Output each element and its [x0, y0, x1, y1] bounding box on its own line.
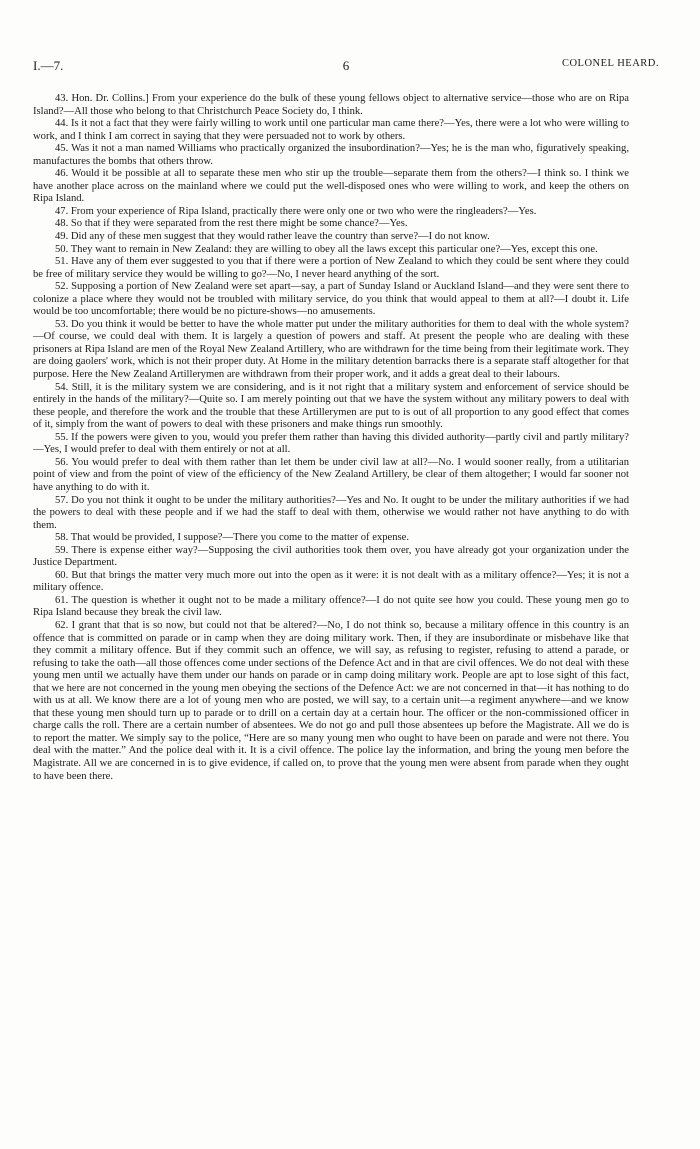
question-paragraph-51: 51. Have any of them ever suggested to you that if there were a portion of New Zealand to which they could be sent where they could be free of military service they would be willing to go?—No, I never heard anything of the sort. — [33, 256, 629, 280]
question-paragraph-61: 61. The question is whether it ought not to be made a military offence?—I do not quite see how you could. These young men go to Ripa Island because they break the civil law. — [33, 594, 629, 619]
question-paragraph-60: 60. But that brings the matter very much more out into the open as it were: it is not dealt with as a military offence?—Yes; it is not a military offence. — [33, 569, 629, 594]
page-header — [33, 58, 659, 78]
parliamentary-paper-reference: I.—7. — [33, 58, 64, 73]
question-paragraph-59: 59. There is expense either way?—Supposing the civil authorities took them over, you have already got your organization under the Justice Department. — [33, 544, 629, 569]
page-number: 6 — [342, 58, 350, 73]
question-paragraph-47: 47. From your experience of Ripa Island, practically there were only one or two who were the ringleaders?—Yes. — [55, 205, 537, 217]
question-paragraph-57: 57. Do you not think it ought to be under the military authorities?—Yes and No. It ought to be under the military authorities if we had the powers to deal with these people and if we had the staff to deal with them, otherwise we would rather not have anything to do with them. — [33, 494, 629, 531]
question-paragraph-54: 54. Still, it is the military system we are considering, and is it not right that a military system and enforcement of service should be entirely in the hands of the military?—Quite so. I am merely pointing out that we have the system without any military powers to deal with these people, and therefore the work and the trouble that these Artillerymen are put to is out of all proportion to any good effect that comes of it, simply from the want of powers to deal with these prisoners and make things run smoothly. — [33, 381, 629, 431]
question-paragraph-58: 58. That would be provided, I suppose?—There you come to the matter of expense. — [55, 532, 410, 544]
question-paragraph-48: 48. So that if they were separated from the rest there might be some chance?—Yes. — [55, 218, 408, 230]
testimony-body — [33, 93, 629, 783]
question-paragraph-44: 44. Is it not a fact that they were fairly willing to work until one particular man came there?—Yes, there were a lot who were willing to work, and I think I am correct in saying that they were persuaded not to work by others. — [33, 118, 629, 142]
question-paragraph-45: 45. Was it not a man named Williams who practically organized the insubordination?—Yes; he is the man who, figuratively speaking, manufactures the bombs that others throw. — [33, 143, 629, 167]
witness-name: COLONEL HEARD. — [561, 58, 659, 69]
question-paragraph-56: 56. You would prefer to deal with them rather than let them be under civil law at all?—No. I would sooner really, from a utilitarian point of view and from the point of view of the efficiency of the New Zealand Artillery, be clear of them altogether; I would far sooner not have anything to do with it. — [33, 456, 629, 493]
question-paragraph-53: 53. Do you think it would be better to have the whole matter put under the military authorities for them to deal with the whole system?—Of course, we could deal with them. It is largely a question of powers and staff. At present the people who are dealing with these prisoners at Ripa Island are men of the Royal New Zealand Artillery, who are withdrawn for the time being from their legitimate work. They are doing gaolers' work, which is not their proper duty. At Home in the military detention barracks there is a separate staff altogether for that purpose. Here the New Zealand Artillerymen are withdrawn from their proper work, and it adds a great deal to their labours. — [33, 318, 630, 381]
question-paragraph-46: 46. Would it be possible at all to separate these men who stir up the trouble—separate them from the others?—I think so. I think we have another place across on the mainland where we could put the well-disposed ones who were willing to work, and keep the others on Ripa Island. — [33, 168, 629, 205]
question-paragraph-43: 43. Hon. Dr. Collins.] From your experience do the bulk of these young fellows object to alternative service—those who are on Ripa Island?—All those who belong to that Christchurch Peace Society do, I think. — [33, 93, 629, 117]
question-paragraph-52: 52. Supposing a portion of New Zealand were set apart—say, a part of Sunday Island or Auckland Island—and they were sent there to colonize a place where they would not be troubled with military service, do you think that would appeal to them at all?—I doubt it. Life would be too uncomfortable; there would be no picture-shows—no amusements. — [33, 281, 629, 318]
question-paragraph-62: 62. I grant that that is so now, but could not that be altered?—No, I do not think so, because a military offence in this country is an offence that is committed on parade or in camp when they are doing military work. Then, if they are insubordinate or misbehave like that they commit a military offence. But if they commit such an offence, we will say, as refusing to register, refusing to attend a parade, or refusing to take the oath—all those offences come under sections of the Defence Act and in that are civil offences. We do not deal with these young men until we actually have them under our hands on parade or in camp doing military work. People are apt to lose sight of this fact, that we here are not concerned in the young men obeying the sections of the Defence Act: we are not concerned in that—it has nothing to do with us at all. We know there are a lot of young men who are posted, we will say, to a certain unit—a regiment anywhere—and we know that these young men should turn up to parade or to drill on a certain day at a certain hour. The officer or the non-commissioned officer in charge calls the roll. There are a certain number of absentees. We do not go and pull those absentees up before the Magistrate. All we do is to report the matter. We simply say to the police, “Here are so many young men who ought to have been on parade and were not there. You deal with the matter.” And the police deal with it. It is a civil offence. The police lay the information, and bring the young men before the Magistrate. All we are concerned in is to give evidence, if called on, to prove that the young men were absent from parade when they ought to have been there. — [33, 619, 629, 782]
question-paragraph-50: 50. They want to remain in New Zealand: they are willing to obey all the laws except this particular one?—Yes, except this one. — [55, 243, 598, 255]
question-paragraph-49: 49. Did any of these men suggest that they would rather leave the country than serve?—I do not know. — [55, 231, 490, 243]
question-paragraph-55: 55. If the powers were given to you, would you prefer them rather than having this divided authority—partly civil and partly military?—Yes, I would prefer to deal with them entirely or not at all. — [33, 431, 629, 456]
